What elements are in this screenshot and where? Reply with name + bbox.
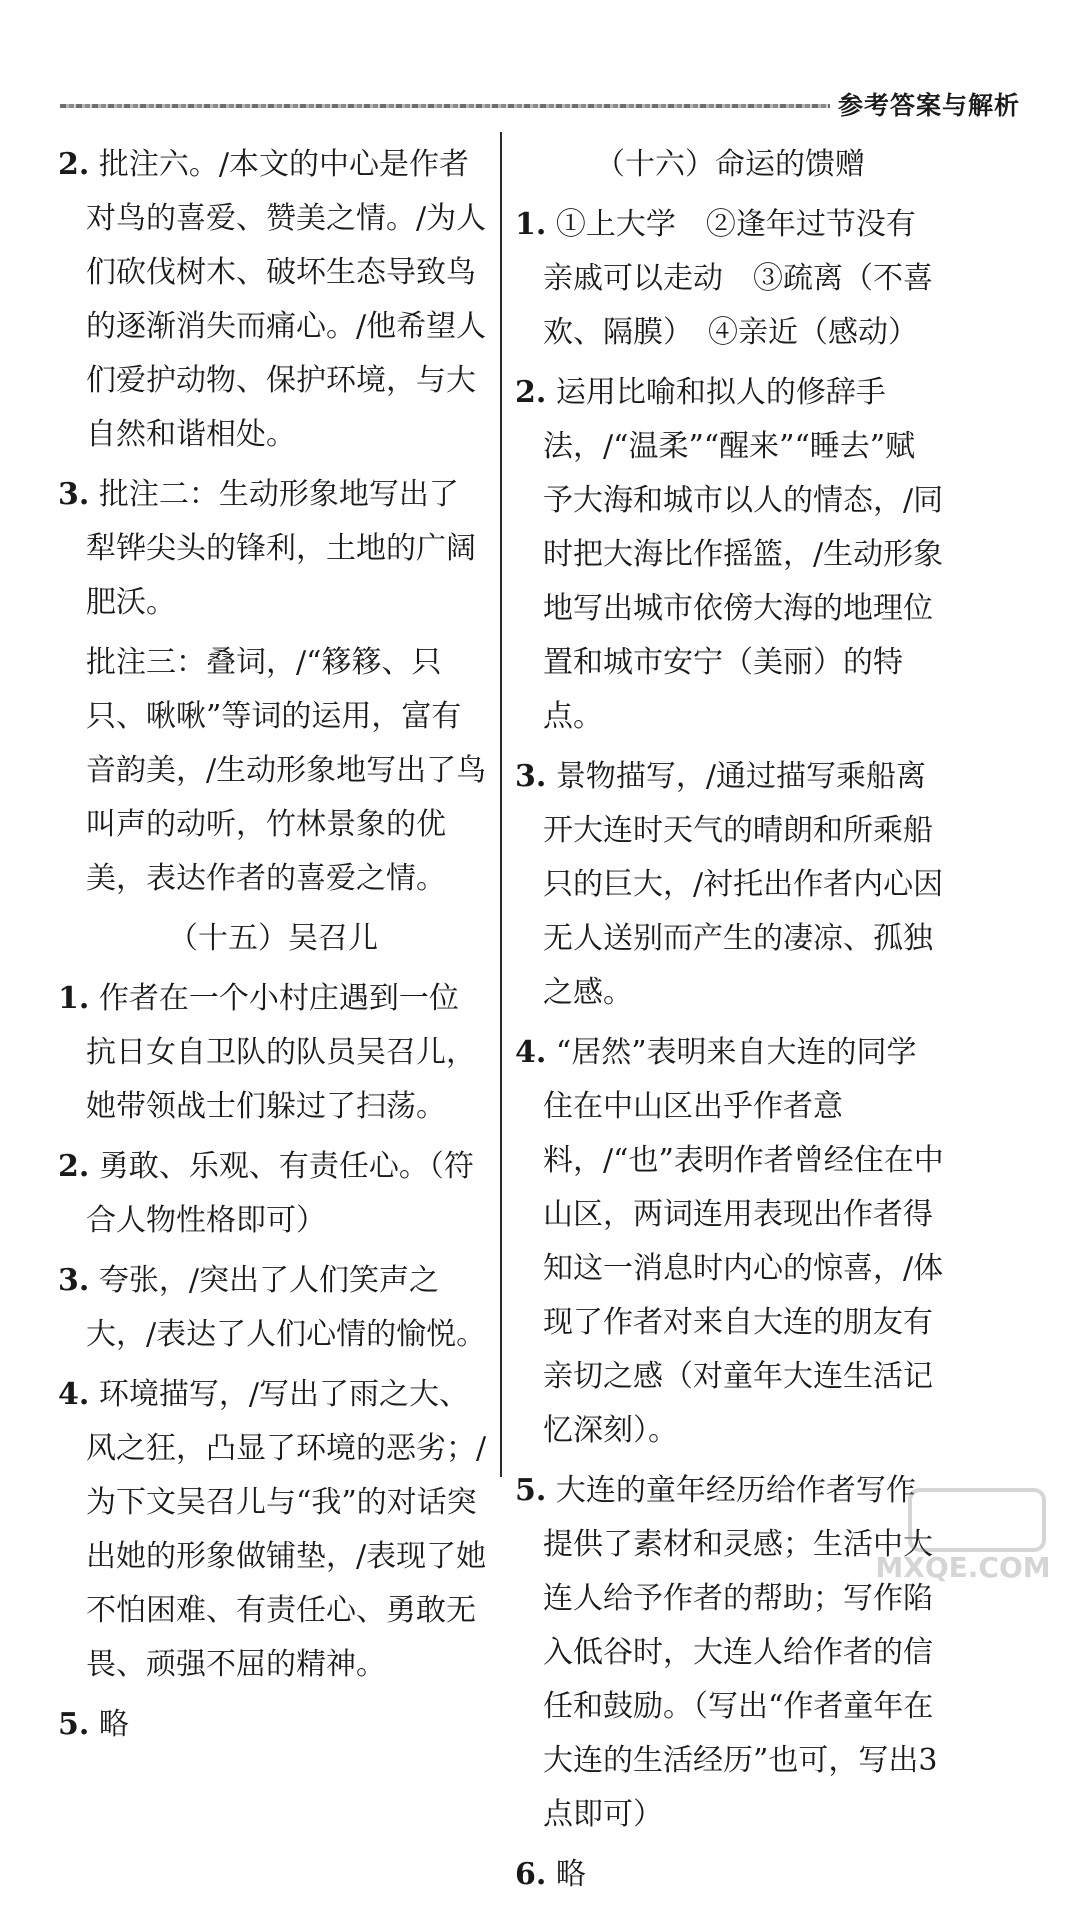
s15-item-2 [58,1140,488,1248]
item-text: 作者在一个小村庄遇到一位抗日女自卫队的队员吴召儿，她带领战士们躲过了扫荡。 [86,981,476,1124]
header-title: 参考答案与解析 [837,91,1020,120]
page-header [60,86,1020,122]
item-text: ①上大学 ②逢年过节没有亲戚可以走动 ③疏离（不喜欢、隔膜） ④亲近（感动） [543,207,933,350]
item-number: 3. [515,759,547,794]
item-number: 1. [58,981,90,1016]
s15-item-4 [58,1368,488,1692]
item-number: 3. [58,477,90,512]
right-column [515,138,945,1908]
watermark-logo [908,1488,1046,1552]
s16-item-3 [515,750,945,1020]
item-text: 大连的童年经历给作者写作提供了素材和灵感；生活中大连人给予作者的帮助；写作陷入低谷时，大连人给作者的信任和鼓励。（写出“作者童年在大连的生活经历”也可，写出3点即可） [543,1473,938,1832]
watermark-url: MXQE.COM [875,1551,1051,1584]
item-text: 勇敢、乐观、有责任心。（符合人物性格即可） [86,1149,474,1238]
s15-item-1 [58,972,488,1134]
item-number: 2. [58,147,90,182]
item-number: 4. [58,1377,90,1412]
s15-item-3 [58,1254,488,1362]
site-watermark [868,1488,1058,1584]
item-text: 批注六。/本文的中心是作者对鸟的喜爱、赞美之情。/为人们砍伐树木、破坏生态导致鸟的逐渐消失而痛心。/他希望人们爱护动物、保护环境，与大自然和谐相处。 [86,147,487,452]
item-text: 略 [555,1857,586,1892]
item-text: 夸张，/突出了人们笑声之大，/表达了人们心情的愉悦。 [86,1263,487,1352]
item-number: 3. [58,1263,90,1298]
s16-item-1 [515,198,945,360]
item-number: 5. [515,1473,547,1508]
s16-item-4 [515,1026,945,1458]
answer-item-2 [58,138,488,462]
header-rule [60,104,830,108]
s15-item-5 [58,1698,488,1752]
item-number: 4. [515,1035,547,1070]
item-text: 环境描写，/写出了雨之大、风之狂，凸显了环境的恶劣；/为下文吴召儿与“我”的对话突出她的形象做铺垫，/表现了她不怕困难、有责任心、勇敢无畏、顽强不屈的精神。 [86,1377,487,1682]
item-text: 运用比喻和拟人的修辞手法，/“温柔”“醒来”“睡去”赋予大海和城市以人的情态，/同时把大海比作摇篮，/生动形象地写出城市依傍大海的地理位置和城市安宁（美丽）的特点。 [543,375,944,734]
item-number: 2. [58,1149,90,1184]
section-title-15: （十五）吴召儿 [168,921,378,956]
item-number: 6. [515,1857,547,1892]
item-number: 5. [58,1707,90,1742]
item-text: 批注二：生动形象地写出了犁铧尖头的锋利，土地的广阔肥沃。 [86,477,476,620]
item-text: “居然”表明来自大连的同学住在中山区出乎作者意料，/“也”表明作者曾经住在中山区，两词连用表现出作者得知这一消息时内心的惊喜，/体现了作者对来自大连的朋友有亲切之感（对童年大连生活记忆深刻）。 [543,1035,944,1448]
section-title-16: （十六）命运的馈赠 [595,147,865,182]
answer-item-3 [58,468,488,630]
s16-item-2 [515,366,945,744]
item-text: 略 [98,1707,129,1742]
left-column [58,138,488,1758]
item-number: 1. [515,207,547,242]
item-number: 2. [515,375,547,410]
column-divider [500,132,502,1477]
s16-item-6 [515,1848,945,1902]
item-text: 景物描写，/通过描写乘船离开大连时天气的晴朗和所乘船只的巨大，/衬托出作者内心因无人送别而产生的凄凉、孤独之感。 [543,759,944,1010]
annotation-3: 批注三：叠词，/“簃簃、只只、啾啾”等词的运用，富有音韵美，/生动形象地写出了鸟叫声的动听，竹林景象的优美，表达作者的喜爱之情。 [86,645,487,896]
